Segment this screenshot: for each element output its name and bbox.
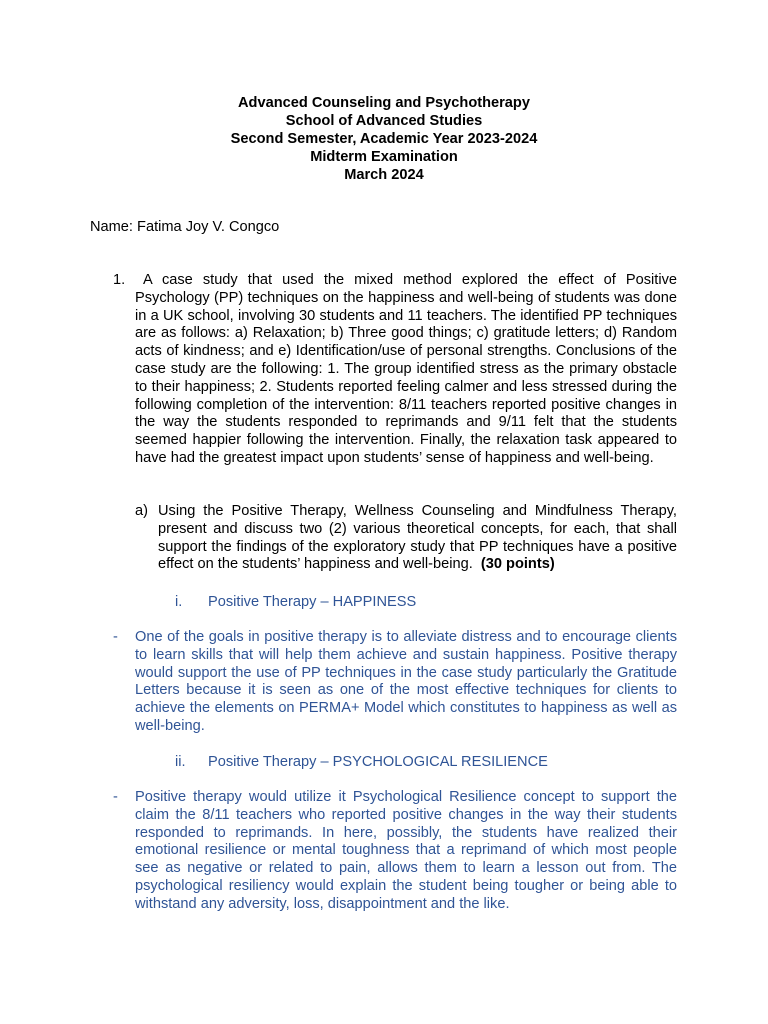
sub-question-text: Using the Positive Therapy, Wellness Counseling and Mindfulness Therapy, present and discuss two (2) various theoretical concepts, for each, that shall support the findings of the exploratory study that PP techniques have a positive effect on the students’ happiness and well-being. — [158, 503, 677, 573]
sub-question — [158, 503, 677, 574]
sub-question-letter: a) — [135, 503, 148, 519]
school-name: School of Advanced Studies — [285, 113, 483, 129]
answer-numeral-2: ii. — [175, 754, 186, 770]
sub-question-points: (30 points) — [480, 556, 555, 573]
question-text: A case study that used the mixed method explored the effect of Positive Psychology (PP) techniques on the happiness and well-being of students was done in a UK school, involving 30 students and 11 teachers. The identified PP techniques are as follows: a) Relaxation; b) Three good things; c) gratitude letters; d) Random acts of kindness; and e) Identification/use of personal strengths. Conclusions of the case study are the following: 1. The group identified stress as the primary obstacle to their happiness; 2. Students reported feeling calmer and less stressed during the following completion of the intervention: 8/11 teachers reported positive changes in the way the students responded to reprimands and 9/11 felt that the students seemed happier following the intervention. Finally, the relaxation task appeared to have had the greatest impact upon students’ sense of happiness and well-being. — [135, 272, 677, 466]
question-number: 1. — [113, 272, 126, 288]
answer-title-2: Positive Therapy – PSYCHOLOGICAL RESILIENCE — [208, 754, 548, 770]
document-header — [0, 94, 768, 184]
answer-bullet-2: - — [113, 789, 118, 805]
exam-title: Midterm Examination — [310, 149, 458, 165]
exam-date: March 2024 — [344, 167, 424, 183]
answer-text-1: One of the goals in positive therapy is to alleviate distress and to encourage clients to learn skills that will help them achieve and sustain happiness. Positive therapy would support the use of PP techniques in the case study particularly the Gratitude Letters because it is seen as one of the most effective techniques for clients to achieve the elements on PERMA+ Model which constitutes to happiness as well as well-being. — [135, 629, 677, 734]
student-name: Name: Fatima Joy V. Congco — [90, 219, 280, 235]
semester-line: Second Semester, Academic Year 2023-2024 — [230, 131, 538, 147]
answer-numeral-1: i. — [175, 594, 183, 610]
answer-bullet-1: - — [113, 629, 118, 645]
course-title: Advanced Counseling and Psychotherapy — [238, 95, 530, 111]
answer-text-2: Positive therapy would utilize it Psychological Resilience concept to support the claim the 8/11 teachers who reported positive changes in the way their students responded to reprimands. In here, possibly, the students have realized their emotional resilience or mental toughness that a reprimand of which most people see as negative or related to pain, allows them to learn a lesson out from. The psychological resiliency would explain the student being tougher or being able to withstand any adversity, loss, disappointment and the like. — [135, 789, 677, 912]
answer-title-1: Positive Therapy – HAPPINESS — [208, 594, 417, 610]
